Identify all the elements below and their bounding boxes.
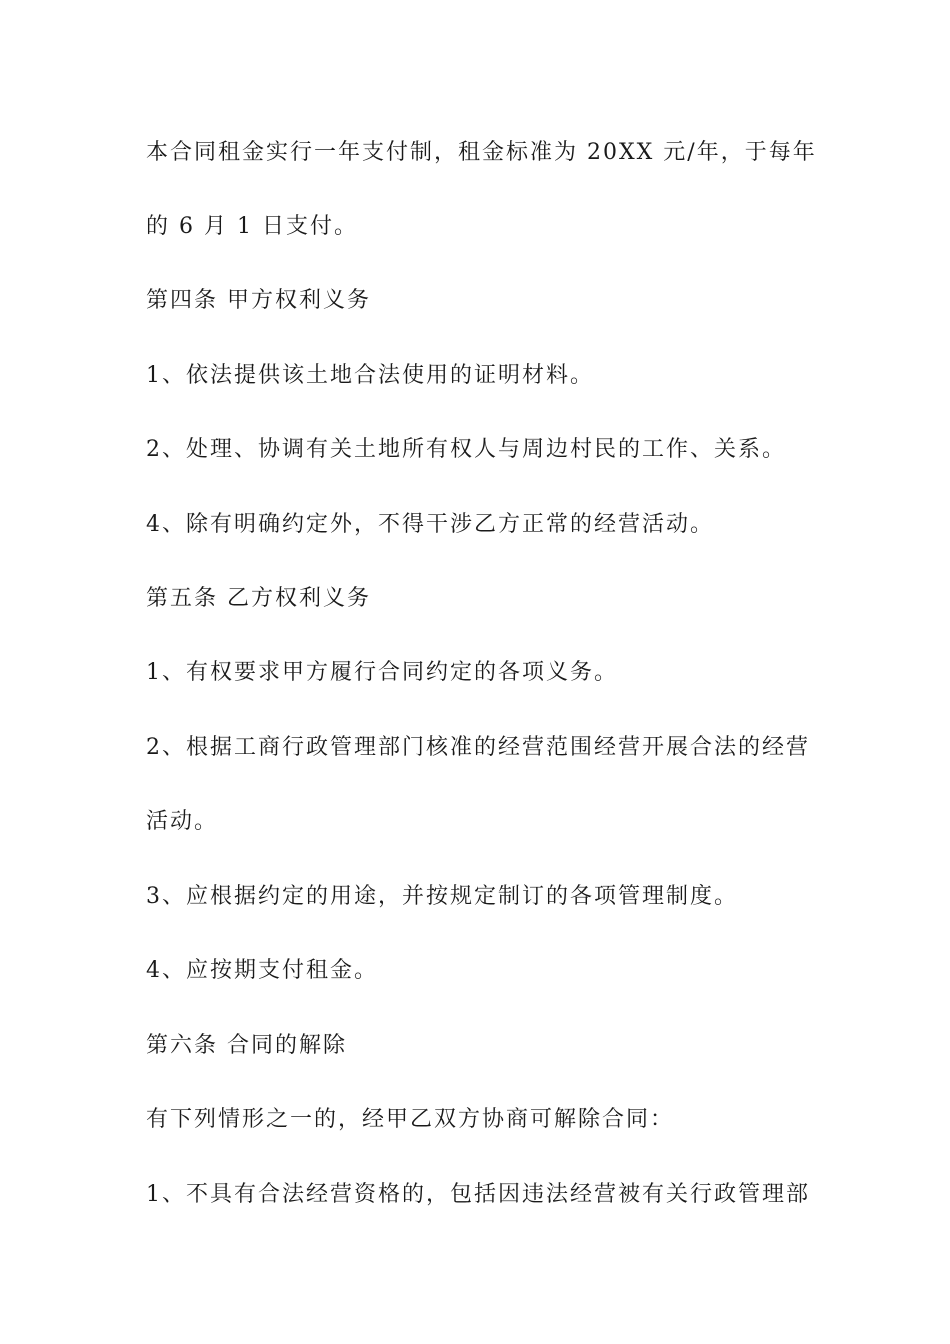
section-heading-article-5: 第五条 乙方权利义务 <box>146 586 371 611</box>
section-heading-article-6: 第六条 合同的解除 <box>146 1033 347 1058</box>
list-item-a5-2-line-1: 2、根据工商行政管理部门核准的经营范围经营开展合法的经营 <box>146 735 810 760</box>
list-item-a5-4: 4、应按期支付租金。 <box>146 958 378 983</box>
list-item-a4-1: 1、依法提供该土地合法使用的证明材料。 <box>146 363 594 388</box>
paragraph-rent-payment-line-2: 的 6 月 1 日支付。 <box>146 214 358 239</box>
section-heading-article-4: 第四条 甲方权利义务 <box>146 288 371 313</box>
list-item-a5-2-line-2: 活动。 <box>146 809 219 834</box>
list-item-a4-4: 4、除有明确约定外，不得干涉乙方正常的经营活动。 <box>146 512 714 537</box>
list-item-a4-2: 2、处理、协调有关土地所有权人与周边村民的工作、关系。 <box>146 437 786 462</box>
list-item-a6-1: 1、不具有合法经营资格的，包括因违法经营被有关行政管理部 <box>146 1182 810 1207</box>
list-item-a5-1: 1、有权要求甲方履行合同约定的各项义务。 <box>146 660 618 685</box>
paragraph-termination-intro: 有下列情形之一的，经甲乙双方协商可解除合同： <box>146 1107 675 1132</box>
list-item-a5-3: 3、应根据约定的用途，并按规定制订的各项管理制度。 <box>146 884 738 909</box>
paragraph-rent-payment-line-1: 本合同租金实行一年支付制，租金标准为 20XX 元/年，于每年 <box>146 140 817 165</box>
